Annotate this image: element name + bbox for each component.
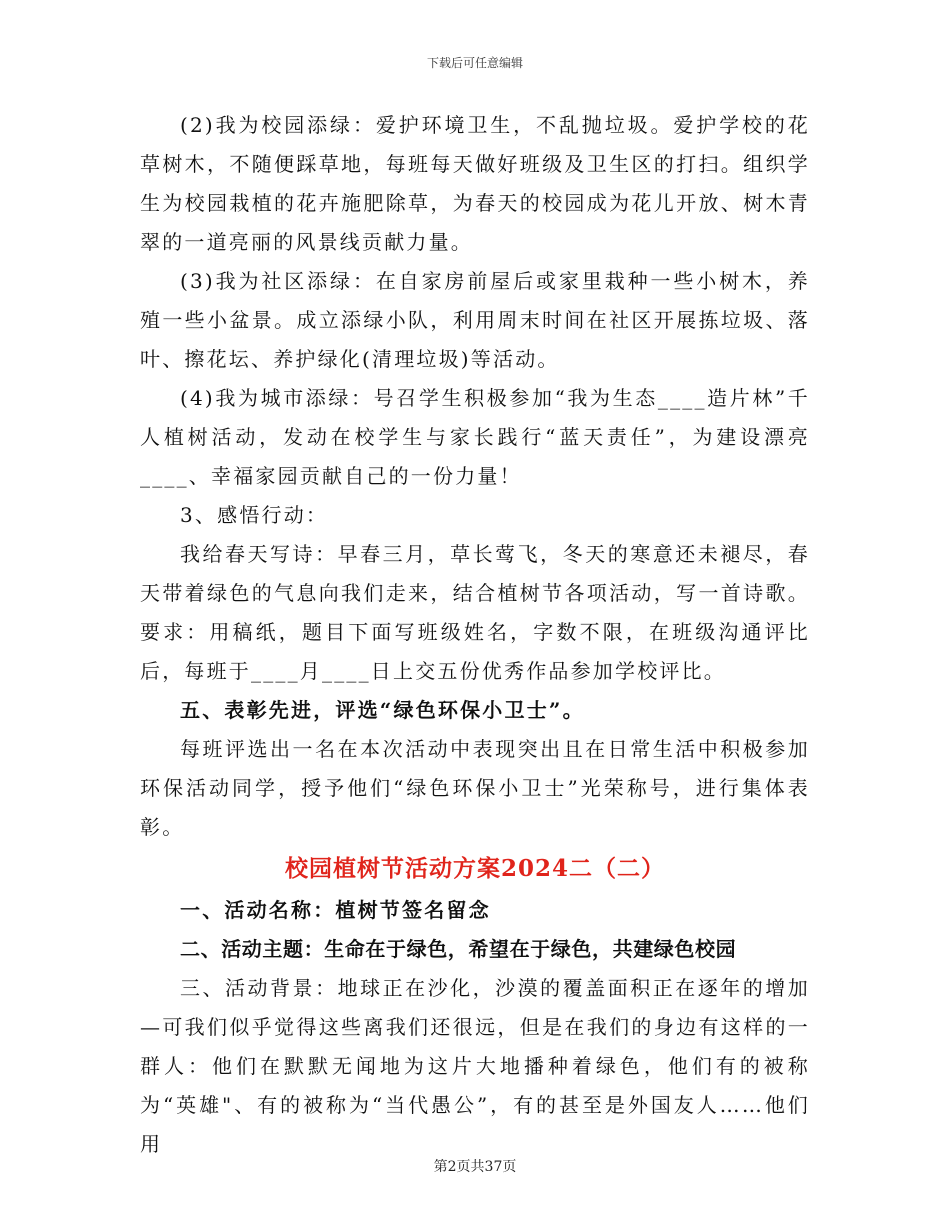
section-heading-commendation: 五、表彰先进，评选“绿色环保小卫士”。 [180,698,585,722]
paragraph-commendation: 每班评选出一名在本次活动中表现突出且在日常生活中积极参加环保活动同学，授予他们“绿色环保小卫士”光荣称号，进行集体表彰。 [140,737,810,839]
section-heading-activity-theme: 二、活动主题：生命在于绿色，希望在于绿色，共建绿色校园 [180,937,737,961]
paragraph-city-green: (4)我为城市添绿：号召学生积极参加“我为生态____造片林”千人植树活动，发动在校学生与家长践行“蓝天责任”，为建设漂亮____、幸福家园贡献自己的一份力量！ [140,386,810,488]
page-header: 下载后可任意编辑 [426,56,523,70]
paragraph-reflection-heading: 3、感悟行动： [180,503,329,527]
page-footer: 第2页共37页 [433,1159,517,1175]
document-title: 校园植树节活动方案2024二（二） [284,855,665,882]
section-heading-activity-name: 一、活动名称：植树节签名留念 [180,898,491,922]
paragraph-campus-green: (2)我为校园添绿：爱护环境卫生，不乱抛垃圾。爱护学校的花草树木，不随便踩草地，每班每天做好班级及卫生区的打扫。组织学生为校园栽植的花卉施肥除草，为春天的校园成为花儿开放、树木青翠的一道亮丽的风景线贡献力量。 [140,113,810,254]
paragraph-spring-poem: 我给春天写诗：早春三月，草长莺飞，冬天的寒意还未褪尽，春天带着绿色的气息向我们走来，结合植树节各项活动，写一首诗歌。要求：用稿纸，题目下面写班级姓名，字数不限，在班级沟通评比后，每班于____月____日上交五份优秀作品参加学校评比。 [140,542,810,683]
paragraph-community-green: (3)我为社区添绿：在自家房前屋后或家里栽种一些小树木，养殖一些小盆景。成立添绿小队，利用周末时间在社区开展拣垃圾、落叶、擦花坛、养护绿化(清理垃圾)等活动。 [140,269,810,371]
paragraph-activity-background: 三、活动背景：地球正在沙化，沙漠的覆盖面积正在逐年的增加—可我们似乎觉得这些离我们还很远，但是在我们的身边有这样的一群人：他们在默默无闻地为这片大地播种着绿色，他们有的被称为“英雄"、有的被称为“当代愚公”，有的甚至是外国友人……他们用 [140,976,810,1156]
document-body [140,106,810,1164]
